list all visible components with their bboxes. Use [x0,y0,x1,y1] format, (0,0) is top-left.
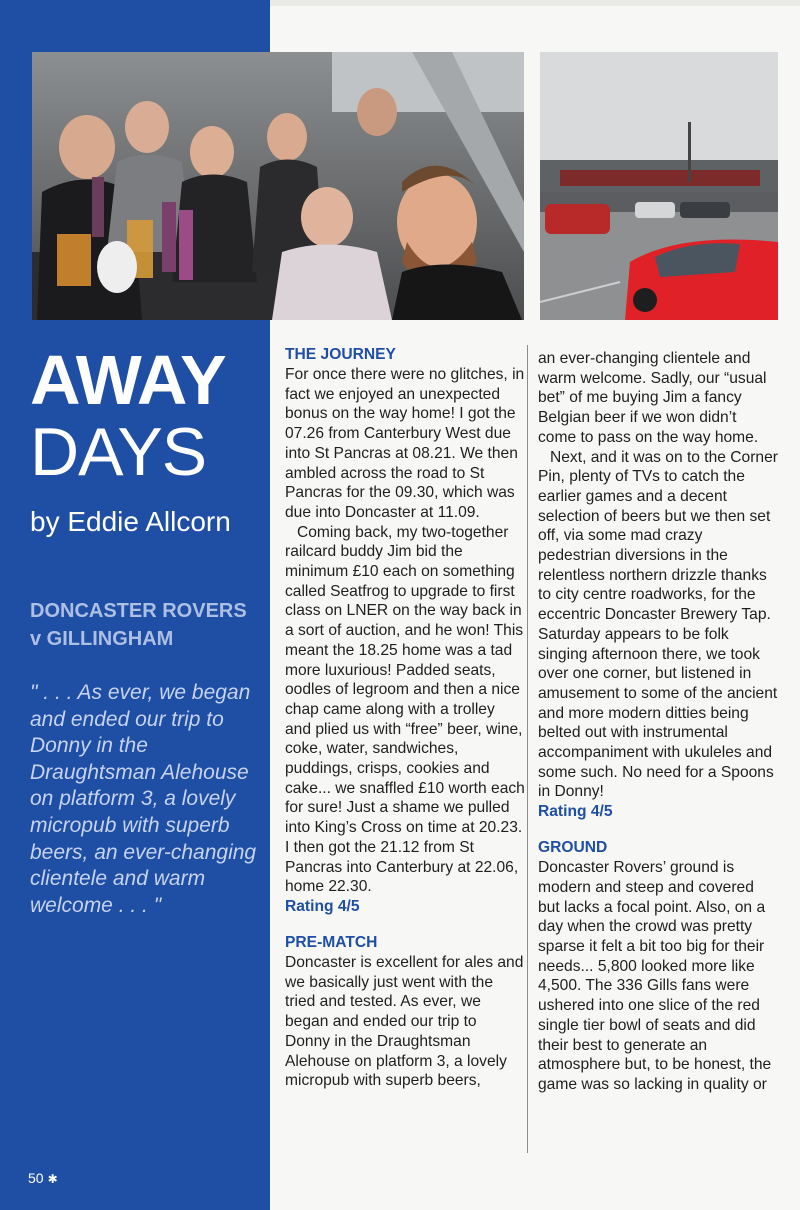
page-number-value: 50 [28,1170,44,1186]
journey-rating: Rating 4/5 [285,897,360,915]
pull-quote: " . . . As ever, we began and ended our trip to Donny in the Draughtsman Alehouse on platform 3, a lovely micropub with superb beers, an ever-changing clientele and warm welcome . . . " [30,681,257,917]
section-heading-journey: THE JOURNEY [285,346,396,363]
journey-paragraph-1: For once there were no glitches, in fact we enjoyed an unexpected bonus on the way home! I got the 07.26 from Canterbury West due into St Pancras at 08.21. We then ambled across the road to St Pancras for the 09.30, which was due into Doncaster at 11.09. [285,366,525,521]
journey-paragraph-2: Coming back, my two-together railcard buddy Jim bid the minimum £10 each on something called Seatfrog to upgrade to first class on LNER on the way back in a sort of auction, and he won! This meant the 18.25 home was a tad more luxurious! Padded seats, oodles of legroom and then a nice chap came along with a trolley and plied us with “free” beer, wine, coke, water, sandwiches, puddings, crisps, cookies and cake... we snaffled £10 worth each for sure! Just a shame we pulled into King’s Cross on time at 20.23. I then got the 21.12 from St Pancras into Canterbury at 22.06, home 22.30. [285,523,525,896]
fixture-away-team: v GILLINGHAM [30,628,174,650]
article-column-2 [538,349,778,1095]
fixture-title [30,597,265,653]
prematch-rating: Rating 4/5 [538,803,613,821]
section-heading-ground: GROUND [538,839,608,857]
page-number [28,1170,58,1186]
stadium-car-park-photo [540,52,778,320]
fixture-home-team: DONCASTER ROVERS [30,600,247,622]
prematch-paragraph-2: Next, and it was on to the Corner Pin, plenty of TVs to catch the earlier games and a decent selection of beers but we then set off, via some mad crazy pedestrian diversions in the relentless northern drizzle thanks to city centre roadworks, for the eccentric Doncaster Brewery Tap. Saturday appears to be folk singing afternoon there, we took over one corner, but listened in amusement to some of the ancient and more modern ditties being belted out with instrumental accompaniment with ukuleles and some such. No need for a Spoons in Donny! [538,448,778,801]
club-crest-icon: ✱ [47,1172,58,1186]
title-away: AWAY [30,341,226,419]
section-heading-prematch: PRE-MATCH [285,933,378,951]
fans-group-photo [32,52,524,320]
author-byline: by Eddie Allcorn [30,506,231,537]
title-days: DAYS [30,414,207,490]
column-divider [527,345,528,1153]
prematch-paragraph-1-continued: an ever-changing clientele and warm welcome. Sadly, our “usual bet” of me buying Jim a fancy Belgian beer if we won didn’t come to pass on the way home. [538,350,767,446]
article-column-1 [285,345,525,1091]
ground-paragraph-1: Doncaster Rovers’ ground is modern and steep and covered but lacks a focal point. Also, on a day when the crowd was pretty sparse it felt a bit too big for their needs... 5,800 looked more like 4,500. The 336 Gills fans were ushered into one slice of the red single tier bowl of seats and did their best to generate an atmosphere but, to be honest, the game was so lacking in quality or [538,859,772,1093]
prematch-paragraph-1: Doncaster is excellent for ales and we basically just went with the tried and tested. As ever, we began and ended our trip to Donny in the Draughtsman Alehouse on platform 3, a lovely micropub with superb beers, [285,953,524,1090]
